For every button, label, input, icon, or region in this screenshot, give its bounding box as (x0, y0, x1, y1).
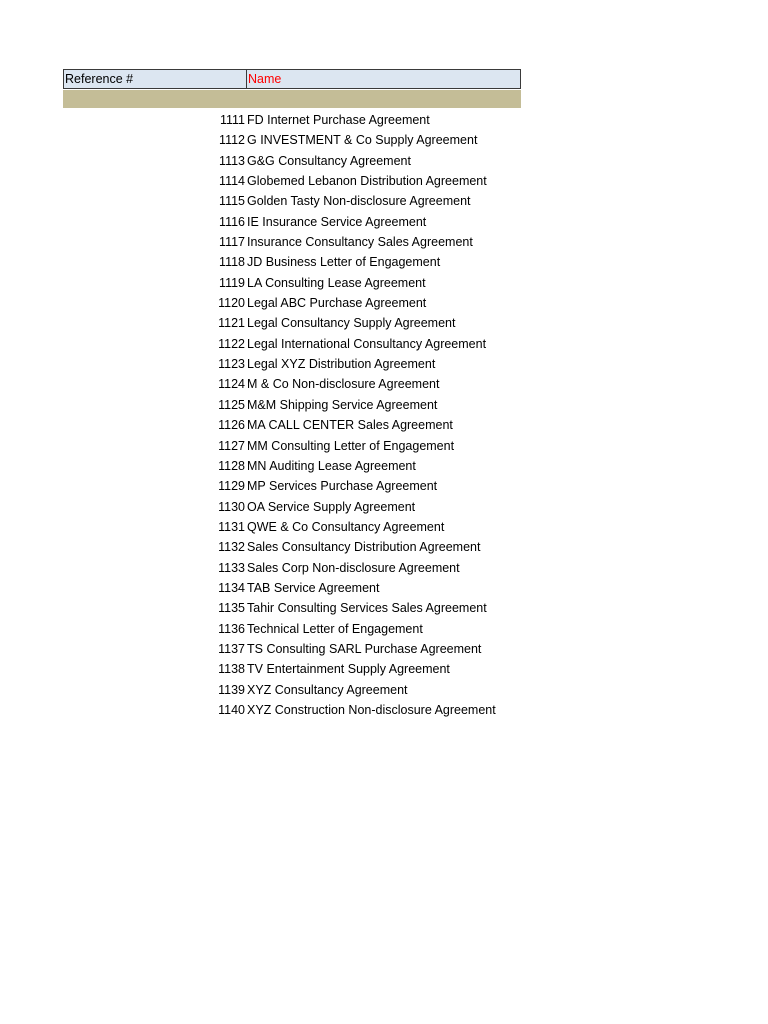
reference-number-cell[interactable]: 1116 (219, 214, 245, 229)
table-row (0, 395, 768, 415)
table-row (0, 374, 768, 394)
agreement-name-cell[interactable]: Legal ABC Purchase Agreement (247, 296, 427, 311)
reference-number-cell[interactable]: 1125 (218, 397, 245, 412)
table-row (0, 659, 768, 679)
table-row (0, 639, 768, 659)
reference-number-cell[interactable]: 1133 (218, 560, 245, 575)
table-row (0, 476, 768, 496)
reference-number-cell[interactable]: 1121 (218, 316, 245, 331)
reference-number-cell[interactable]: 1113 (219, 153, 245, 168)
table-row (0, 293, 768, 313)
reference-number-cell[interactable]: 1117 (219, 235, 245, 250)
table-row (0, 212, 768, 232)
table-row (0, 273, 768, 293)
table-row (0, 252, 768, 272)
name-header-cell[interactable]: Name (247, 69, 521, 89)
reference-number-cell[interactable]: 1124 (218, 377, 245, 392)
reference-number-cell[interactable]: 1115 (219, 194, 245, 209)
reference-number-cell[interactable]: 1137 (218, 641, 245, 656)
table-row (0, 191, 768, 211)
agreement-name-cell[interactable]: TS Consulting SARL Purchase Agreement (247, 641, 482, 656)
agreement-name-cell[interactable]: JD Business Letter of Engagement (247, 255, 441, 270)
agreement-name-cell[interactable]: TV Entertainment Supply Agreement (247, 662, 450, 677)
agreement-name-cell[interactable]: Legal Consultancy Supply Agreement (247, 316, 456, 331)
table-row (0, 558, 768, 578)
reference-number-cell[interactable]: 1135 (218, 601, 245, 616)
agreement-name-cell[interactable]: G INVESTMENT & Co Supply Agreement (247, 133, 478, 148)
agreement-name-cell[interactable]: TAB Service Agreement (247, 580, 380, 595)
agreement-name-cell[interactable]: LA Consulting Lease Agreement (247, 275, 426, 290)
reference-number-cell[interactable]: 1136 (218, 621, 245, 636)
table-row (0, 354, 768, 374)
reference-number-cell[interactable]: 1114 (219, 174, 245, 189)
table-row (0, 497, 768, 517)
agreement-name-cell[interactable]: Legal International Consultancy Agreement (247, 336, 487, 351)
agreement-name-cell[interactable]: Globemed Lebanon Distribution Agreement (247, 174, 487, 189)
reference-number-cell[interactable]: 1128 (218, 458, 245, 473)
reference-number-cell[interactable]: 1132 (218, 540, 245, 555)
reference-number-cell[interactable]: 1122 (218, 336, 245, 351)
agreement-name-cell[interactable]: MN Auditing Lease Agreement (247, 458, 416, 473)
agreement-name-cell[interactable]: M&M Shipping Service Agreement (247, 397, 438, 412)
agreement-name-cell[interactable]: XYZ Consultancy Agreement (247, 682, 408, 697)
agreement-name-cell[interactable]: Insurance Consultancy Sales Agreement (247, 235, 473, 250)
agreement-name-cell[interactable]: Sales Corp Non-disclosure Agreement (247, 560, 460, 575)
agreement-name-cell[interactable]: G&G Consultancy Agreement (247, 153, 411, 168)
table-row (0, 700, 768, 720)
reference-number-cell[interactable]: 1127 (218, 438, 245, 453)
reference-number-cell[interactable]: 1120 (218, 296, 245, 311)
table-row (0, 680, 768, 700)
agreement-list (0, 110, 768, 720)
agreement-name-cell[interactable]: FD Internet Purchase Agreement (247, 113, 430, 127)
header-row (63, 69, 521, 89)
reference-number-cell[interactable]: 1138 (218, 662, 245, 677)
reference-number-cell[interactable]: 1126 (218, 418, 245, 433)
table-row (0, 110, 768, 130)
reference-number-cell[interactable]: 1139 (218, 682, 245, 697)
reference-number-cell[interactable]: 1140 (218, 702, 245, 717)
agreement-name-cell[interactable]: Sales Consultancy Distribution Agreement (247, 540, 481, 555)
table-row (0, 456, 768, 476)
agreement-name-cell[interactable]: Tahir Consulting Services Sales Agreement (247, 601, 487, 616)
table-row (0, 151, 768, 171)
agreement-name-cell[interactable]: Golden Tasty Non-disclosure Agreement (247, 194, 471, 209)
reference-number-cell[interactable]: 1119 (219, 275, 245, 290)
agreement-name-cell[interactable]: XYZ Construction Non-disclosure Agreement (247, 702, 496, 717)
reference-number-cell[interactable]: 1131 (218, 519, 245, 534)
agreement-name-cell[interactable]: Technical Letter of Engagement (247, 621, 423, 636)
table-row (0, 436, 768, 456)
table-row (0, 313, 768, 333)
agreement-name-cell[interactable]: OA Service Supply Agreement (247, 499, 416, 514)
table-row (0, 232, 768, 252)
table-row (0, 171, 768, 191)
reference-number-cell[interactable]: 1123 (218, 357, 245, 372)
agreement-name-cell[interactable]: IE Insurance Service Agreement (247, 214, 427, 229)
reference-number-cell[interactable]: 1129 (218, 479, 245, 494)
table-row (0, 537, 768, 557)
agreement-name-cell[interactable]: MP Services Purchase Agreement (247, 479, 438, 494)
table-row (0, 517, 768, 537)
agreement-name-cell[interactable]: MM Consulting Letter of Engagement (247, 438, 455, 453)
agreement-name-cell[interactable]: Legal XYZ Distribution Agreement (247, 357, 436, 372)
reference-number-cell[interactable]: 1130 (218, 499, 245, 514)
shaded-band-row (63, 90, 521, 108)
table-row (0, 598, 768, 618)
reference-number-cell[interactable]: 1134 (218, 580, 245, 595)
agreement-name-cell[interactable]: MA CALL CENTER Sales Agreement (247, 418, 453, 433)
reference-number-cell[interactable]: 1111 (219, 113, 245, 127)
reference-number-cell[interactable]: 1112 (219, 133, 245, 148)
table-row (0, 578, 768, 598)
table-row (0, 334, 768, 354)
agreement-name-cell[interactable]: M & Co Non-disclosure Agreement (247, 377, 440, 392)
reference-number-cell[interactable]: 1118 (219, 255, 245, 270)
agreement-name-cell[interactable]: QWE & Co Consultancy Agreement (247, 519, 445, 534)
table-row (0, 415, 768, 435)
table-row (0, 619, 768, 639)
reference-header-cell[interactable]: Reference # (63, 69, 247, 89)
table-row (0, 130, 768, 150)
